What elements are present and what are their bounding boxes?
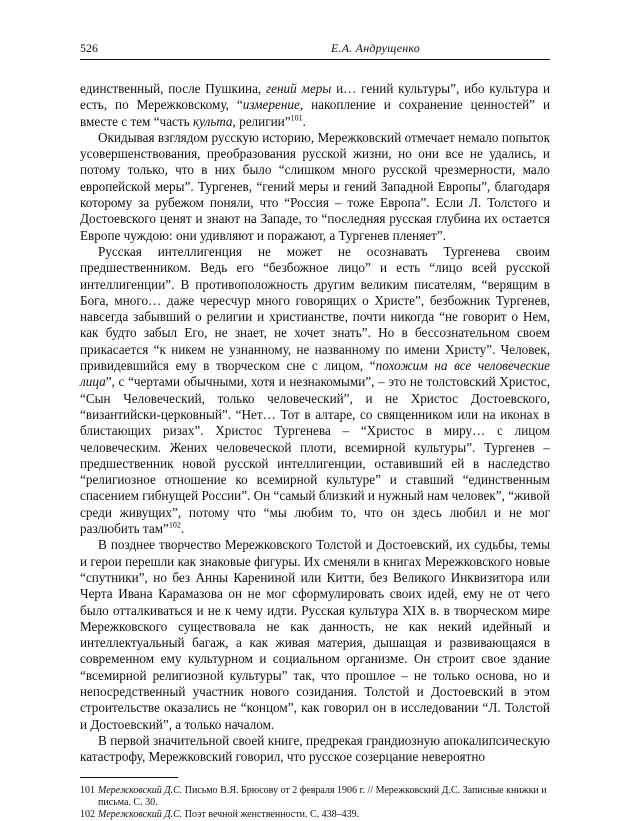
paragraph-3: Русская интеллигенция не может не осознавать Тургенева своим предшественником. Ведь его “безбожное лицо” и есть “лицо всей русской интеллигенции”. В противоположность другим великим писателям, “верящим в Бога, много… даже чересчур много говорящих о Христе”, безбожник Тургенев, навсегда забывший о религии и христианстве, почти никогда “не говорит о Нем, как будто забыл Его, не знает, не хочет знать”. Но в бессознательном своем прикасается “к никем не узнанному, не названному по имени Христу”. Человек, привидевшийся ему в творческом сне с лицом, “похожим на все человеческие лица”, с “чертами обычными, хотя и незнакомыми”, – это не толстовский Христос, “Сын Человеческий, только человеческий”, и не Христос Достоевского, “византийски-церковный”. “Нет… Тот в алтаре, со священником или на иконах в блистающих ризах”. Христос Тургенева – “Христос в миру… с лицом человеческим. Жених человеческой плоти, всемирной культуры”. Тургенев – предшественник новой русской интеллигенции, оставивший ей в наследство “религиозное отношение ко всемирной культуре” и ставший “единственным спасением гибнущей России”. Он “самый близкий и нужный нам человек”, “живой среди живущих”, потому что “мы любим то, что он здесь любил и не мог разлюбить там”$^{102}$. <box>80 243 551 537</box>
paragraph-5: В первой значительной своей книге, предрекая грандиозную апокалипсическую катастрофу, Мережковский говорил, что русское созерцание невероятно <box>80 732 550 765</box>
footnote-ref-101: 101 <box>290 113 303 123</box>
footnote-ref-102: 102 <box>168 520 181 530</box>
footnote-101: 101 Мережковский Д.С. Письмо В.Я. Брюсову от 2 февраля 1906 г. // Мережковский Д.С. Записные книжки и письма. С. 30. <box>80 785 547 809</box>
book-page <box>80 40 550 821</box>
running-header <box>80 40 550 60</box>
paragraph-4: В позднее творчество Мережковского Толстой и Достоевский, их судьбы, темы и герои перешли как знаковые фигуры. Их сменяли в книгах Мережковского новые “спутники”, но без Анны Карениной или Китти, без Великого Инквизитора или Черта Ивана Карамазова он не мог сформулировать своих идей, ему не от чего было отталкиваться и не к чему идти. Русская культура XIX в. в творческом мире Мережковского существовала не как данность, не как некий идейный и интеллектуальный багаж, а как живая материя, дышащая и развивающаяся в современном ему культурном и социальном организме. Он строит свое здание “всемирной религиозной культуры” так, что прошлое – не только основа, но и непосредственный участник нового созидания. Толстой и Достоевский в этом строительстве оказались не “концом”, как говорил он в исследовании “Л. Толстой и Достоевский”, а только началом. <box>80 537 550 732</box>
footnote-102: 102 Мережковский Д.С. Поэт вечной женственности. С. 438–439. <box>80 809 360 821</box>
footnote-divider <box>80 777 178 778</box>
main-text <box>80 81 550 765</box>
paragraph-1: единственный, после Пушкина, гений меры и… гений культуры”, ибо культура и есть, по Мережковскому, “измерение, накопление и сохранение ценностей” и вместе с тем “часть культа, религии”$^{101}$. <box>80 81 550 129</box>
paragraph-2: Окидывая взглядом русскую историю, Мережковский отмечает немало попыток усовершенствования, преобразования русской жизни, но они все не удались, и потому только, что в них было “слишком много русской чрезмерности, мало европейской меры”. Тургенев, “гений меры и гений Западной Европы”, благодаря которому за рубежом поняли, что “Россия – тоже Европа”. Если Л. Толстого и Достоевского ценят и знают на Западе, то “последняя русская глубина их остается Европе чуждою: они удивляют и поражают, а Тургенев пленяет”. <box>80 129 550 243</box>
running-title: Е.А. Андрущенко <box>331 41 420 55</box>
footnotes <box>80 785 550 821</box>
page-number: 526 <box>80 41 98 55</box>
